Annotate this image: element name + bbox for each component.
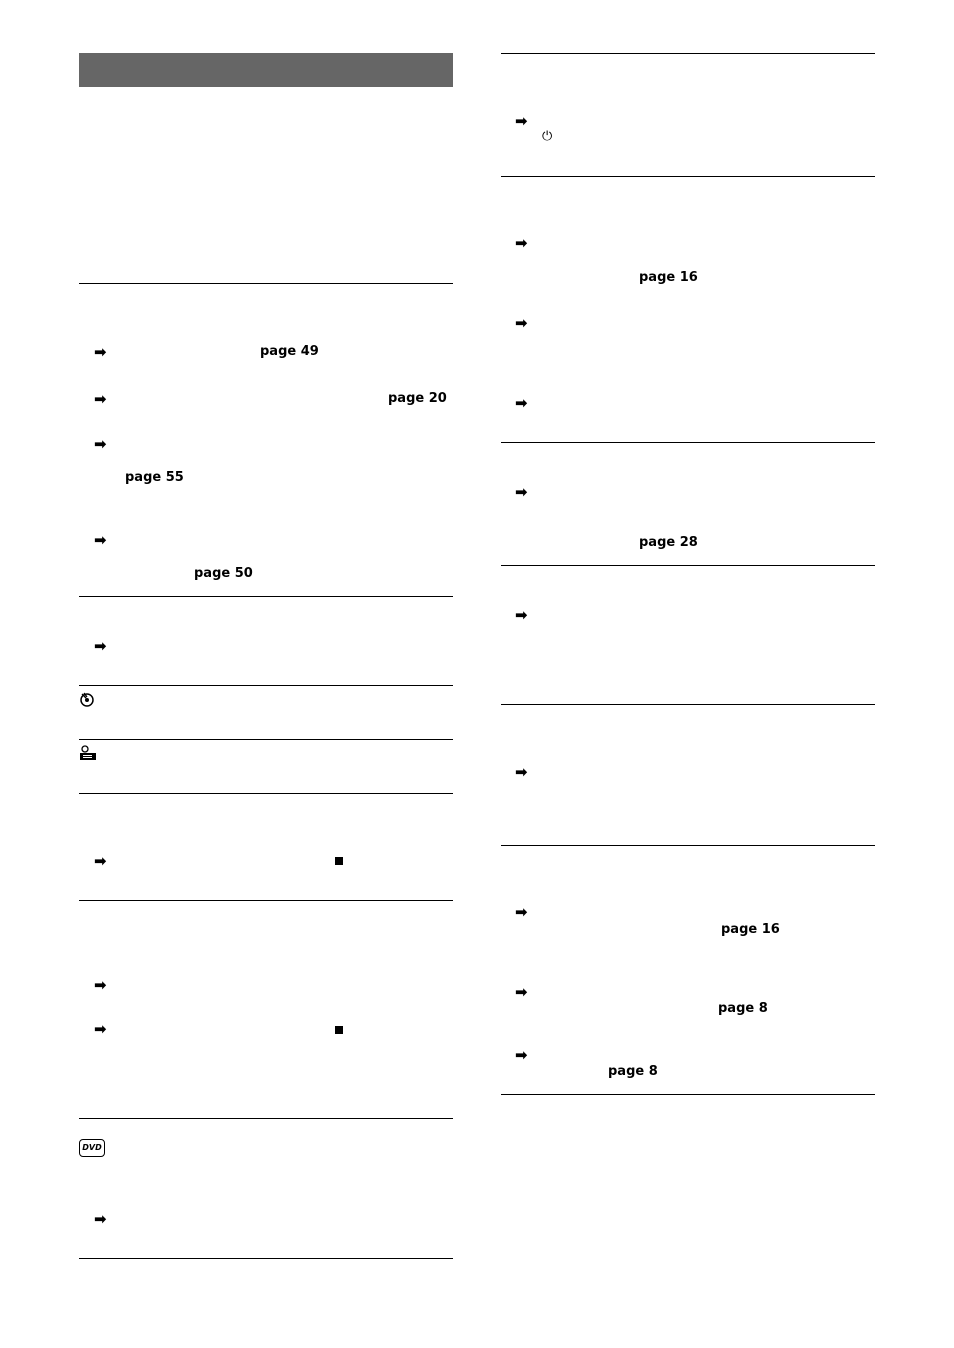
- section-divider: [501, 1094, 875, 1095]
- page-reference: page 49: [260, 344, 319, 359]
- right-arrow-icon: ➡: [94, 637, 107, 655]
- section-divider: [501, 53, 875, 54]
- section-divider: [79, 793, 453, 794]
- right-arrow-icon: ➡: [515, 763, 528, 781]
- page-reference: page 16: [639, 270, 698, 285]
- right-arrow-icon: ➡: [515, 394, 528, 412]
- power-icon: ⏻: [542, 129, 553, 144]
- right-arrow-icon: ➡: [94, 1020, 107, 1038]
- section-divider: [79, 1118, 453, 1119]
- right-arrow-icon: ➡: [515, 903, 528, 921]
- section-divider: [79, 900, 453, 901]
- section-divider: [501, 704, 875, 705]
- right-arrow-icon: ➡: [515, 1046, 528, 1064]
- stop-square-icon: [335, 857, 343, 865]
- section-divider: [501, 442, 875, 443]
- disc-icon: [79, 691, 95, 707]
- page-reference: page 28: [639, 535, 698, 550]
- section-divider: [79, 1258, 453, 1259]
- right-arrow-icon: ➡: [515, 983, 528, 1001]
- right-arrow-icon: ➡: [94, 343, 107, 361]
- section-divider: [79, 685, 453, 686]
- section-divider: [501, 845, 875, 846]
- page-reference: page 50: [194, 566, 253, 581]
- page-reference: page 20: [388, 391, 447, 406]
- camera-icon: [79, 745, 97, 761]
- section-divider: [79, 739, 453, 740]
- dvd-logo-icon: DVD: [79, 1139, 105, 1157]
- right-arrow-icon: ➡: [94, 1210, 107, 1228]
- page-reference: page 8: [718, 1001, 768, 1016]
- section-divider: [79, 283, 453, 284]
- right-arrow-icon: ➡: [515, 606, 528, 624]
- section-divider: [501, 565, 875, 566]
- right-arrow-icon: ➡: [515, 234, 528, 252]
- page-reference: page 8: [608, 1064, 658, 1079]
- right-arrow-icon: ➡: [515, 314, 528, 332]
- right-arrow-icon: ➡: [515, 112, 528, 130]
- right-arrow-icon: ➡: [94, 390, 107, 408]
- right-arrow-icon: ➡: [515, 483, 528, 501]
- section-divider: [79, 596, 453, 597]
- right-arrow-icon: ➡: [94, 435, 107, 453]
- page-reference: page 16: [721, 922, 780, 937]
- section-header-bar: [79, 53, 453, 87]
- right-arrow-icon: ➡: [94, 852, 107, 870]
- right-arrow-icon: ➡: [94, 531, 107, 549]
- section-divider: [501, 176, 875, 177]
- page-reference: page 55: [125, 470, 184, 485]
- right-arrow-icon: ➡: [94, 976, 107, 994]
- stop-square-icon: [335, 1026, 343, 1034]
